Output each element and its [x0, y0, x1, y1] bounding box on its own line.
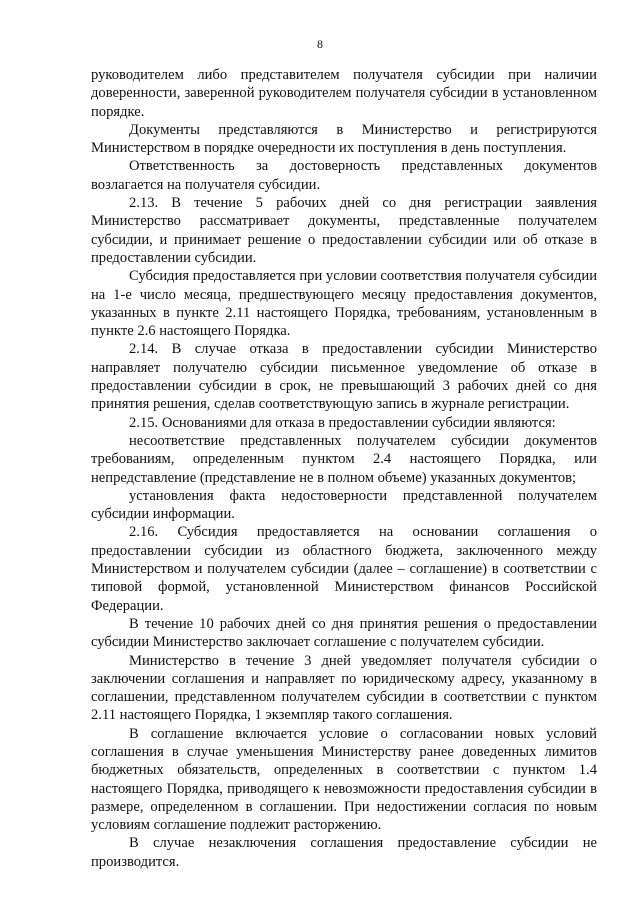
paragraph-2-13: 2.13. В течение 5 рабочих дней со дня регистрации заявления Министерство рассматривает документы, представленные получателем субсидии, и принимает решение о предоставлении субсидии или об отказе в предоставлении субсидии.	[91, 195, 597, 266]
paragraph-documents-submission: Документы представляются в Министерство и регистрируются Министерством в порядке очередности их поступления в день поступления.	[91, 121, 597, 157]
paragraph-2-14: 2.14. В случае отказа в предоставлении субсидии Министерство направляет получателю субсидии письменное уведомление об отказе в предоставлении субсидии в срок, не превышающий 3 рабочих дней со дня принятия решения, сделав соответствующую запись в журнале регистрации.	[91, 341, 597, 413]
page-number: 8	[317, 37, 323, 51]
paragraph-refusal-ground-1: несоответствие представленных получателем субсидии документов требованиям, определенным пунктом 2.4 настоящего Порядка, или непредставление (представление не в полном объеме) указанных документов;	[91, 432, 597, 486]
paragraph-non-conclusion: В случае незаключения соглашения предоставление субсидии не производится.	[91, 835, 597, 870]
paragraph-2-16: 2.16. Субсидия предоставляется на основании соглашения о предоставлении субсидии из областного бюджета, заключенного между Министерством и получателем субсидии (далее – соглашение) в соответствии с типовой формой, установленной Министерством финансов Российской Федерации.	[91, 524, 597, 614]
paragraph-2-15: 2.15. Основаниями для отказа в предоставлении субсидии являются:	[129, 414, 556, 431]
paragraph-new-conditions: В соглашение включается условие о согласовании новых условий соглашения в случае уменьшения Министерству ранее доведенных лимитов бюджетных обязательств, определенных в соответствии с пунктом 1.4 настоящего Порядка, приводящего к невозможности предоставления субсидии в размере, определенном в соглашении. При недостижении согласия по новым условиям соглашение подлежит расторжению.	[91, 725, 597, 834]
paragraph-refusal-ground-2: установления факта недостоверности представленной получателем субсидии информации.	[91, 487, 597, 523]
paragraph-signatory-continuation: руководителем либо представителем получателя субсидии при наличии доверенности, заверенной руководителем получателя субсидии в установленном порядке.	[91, 67, 597, 120]
document-body	[91, 66, 597, 871]
paragraph-agreement-notification: Министерство в течение 3 дней уведомляет получателя субсидии о заключении соглашения и направляет по юридическому адресу, указанному в соглашении, представленном получателем субсидии в соответствии с пунктом 2.11 настоящего Порядка, 1 экземпляр такого соглашения.	[91, 652, 597, 724]
paragraph-responsibility: Ответственность за достоверность представленных документов возлагается на получателя субсидии.	[91, 158, 597, 193]
paragraph-subsidy-condition: Субсидия предоставляется при условии соответствия получателя субсидии на 1-е число месяца, предшествующего месяцу предоставления документов, указанных в пункте 2.11 настоящего Порядка, требованиям, установленным в пункте 2.6 настоящего Порядка.	[91, 268, 598, 340]
paragraph-agreement-term: В течение 10 рабочих дней со дня принятия решения о предоставлении субсидии Министерство заключает соглашение с получателем субсидии.	[91, 615, 597, 651]
